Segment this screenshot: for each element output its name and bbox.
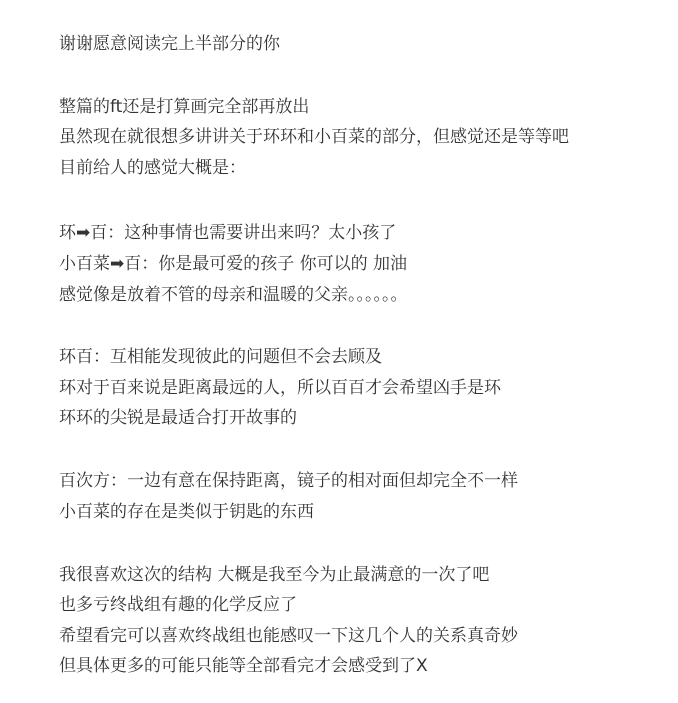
text-line: 谢谢愿意阅读完上半部分的你: [59, 34, 280, 54]
text-line: 目前给人的感觉大概是：: [59, 158, 246, 178]
text-line: 我很喜欢这次的结构 大概是我至今为止最满意的一次了吧: [59, 565, 490, 585]
text-line: 小百菜的存在是类似于钥匙的东西: [59, 502, 314, 522]
text-line: 希望看完可以喜欢终战组也能感叹一下这几个人的关系真奇妙: [59, 626, 518, 646]
text-line: 小百菜➡百：你是最可爱的孩子 你可以的 加油: [59, 254, 408, 274]
text-line: 环➡百：这种事情也需要讲出来吗？太小孩了: [59, 223, 397, 243]
text-line: 环对于百来说是距离最远的人，所以百百才会希望凶手是环: [59, 378, 501, 398]
text-line: 也多亏终战组有趣的化学反应了: [59, 595, 297, 615]
text-line: 但具体更多的可能只能等全部看完才会感受到了X: [59, 656, 428, 676]
text-line: 虽然现在就很想多讲讲关于环环和小百菜的部分，但感觉还是等等吧: [59, 127, 569, 147]
text-line: 整篇的ft还是打算画完全部再放出: [59, 97, 310, 117]
text-line: 百次方：一边有意在保持距离，镜子的相对面但却完全不一样: [59, 471, 518, 491]
text-line: 环百：互相能发现彼此的问题但不会去顾及: [59, 347, 382, 367]
text-line: 感觉像是放着不管的母亲和温暖的父亲。。。。。。: [59, 285, 408, 305]
text-line: 环环的尖锐是最适合打开故事的: [59, 408, 297, 428]
